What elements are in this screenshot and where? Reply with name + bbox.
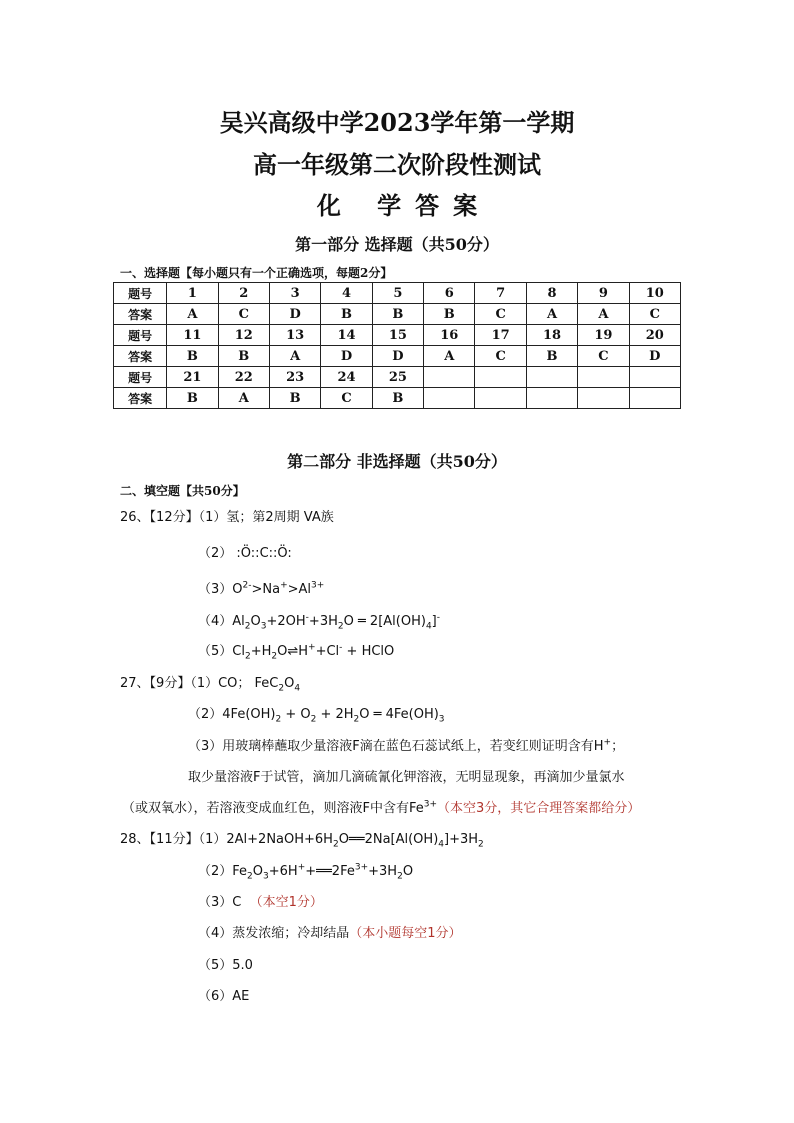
- table-cell: C: [475, 304, 526, 325]
- part1-heading: 第一部分 选择题（共50分）: [295, 235, 499, 254]
- q26-answer-2: （2） :Ö::C::Ö:: [198, 546, 292, 561]
- table-cell: 6: [424, 283, 475, 304]
- table-cell: B: [218, 346, 269, 367]
- table-cell: [578, 388, 629, 409]
- part2-section-label: 二、填空题【共50分】: [120, 484, 245, 498]
- table-row: [114, 304, 681, 325]
- subject-title: 化 学答案: [316, 191, 492, 220]
- table-cell: B: [321, 304, 372, 325]
- table-cell: [424, 367, 475, 388]
- table-cell: A: [167, 304, 218, 325]
- part2-heading: 第二部分 非选择题（共50分）: [287, 452, 507, 471]
- table-cell: 9: [578, 283, 629, 304]
- table-row: [114, 388, 681, 409]
- q28-answer-4: （4）蒸发浓缩；冷却结晶（本小题每空1分）: [198, 926, 462, 941]
- table-cell: 25: [372, 367, 423, 388]
- table-cell: [578, 367, 629, 388]
- table-cell: 12: [218, 325, 269, 346]
- table-cell: 8: [526, 283, 577, 304]
- answer-table: [113, 282, 681, 409]
- table-cell: C: [475, 346, 526, 367]
- table-cell: B: [167, 346, 218, 367]
- q27-scoring-note: （本空3分，其它合理答案都给分）: [437, 801, 641, 816]
- table-cell: D: [372, 346, 423, 367]
- q27-head: 27、【9分】: [120, 676, 191, 691]
- table-cell: 18: [526, 325, 577, 346]
- table-cell: [424, 388, 475, 409]
- table-row: [114, 283, 681, 304]
- q28-4-note: （本小题每空1分）: [349, 926, 462, 941]
- row-label: 题号: [114, 325, 167, 346]
- table-cell: 3: [269, 283, 320, 304]
- row-label: 题号: [114, 283, 167, 304]
- q27-answer-3-line1: （3）用玻璃棒蘸取少量溶液F滴在蓝色石蕊试纸上，若变红则证明含有H+；: [188, 737, 625, 754]
- table-row: [114, 367, 681, 388]
- table-cell: B: [167, 388, 218, 409]
- table-cell: D: [629, 346, 680, 367]
- q26-answer-4: $(4)Al_2O_3+2OH^-+3H_2O$ ═ $2[Al(OH)_4]^-$: [198, 612, 440, 632]
- table-cell: [629, 367, 680, 388]
- table-cell: 16: [424, 325, 475, 346]
- table-row: [114, 346, 681, 367]
- table-cell: 24: [321, 367, 372, 388]
- table-cell: 19: [578, 325, 629, 346]
- table-cell: B: [424, 304, 475, 325]
- table-cell: 10: [629, 283, 680, 304]
- table-cell: 7: [475, 283, 526, 304]
- table-cell: B: [526, 346, 577, 367]
- table-cell: D: [321, 346, 372, 367]
- exam-title: 高一年级第二次阶段性测试: [253, 150, 541, 179]
- table-cell: 23: [269, 367, 320, 388]
- school-title: 吴兴高级中学2023学年第一学期: [219, 108, 575, 137]
- table-cell: A: [269, 346, 320, 367]
- table-cell: A: [424, 346, 475, 367]
- row-label: 答案: [114, 388, 167, 409]
- table-cell: C: [578, 346, 629, 367]
- q28-head: 28、【11分】: [120, 832, 199, 847]
- q27-answer-3-line3: （或双氧水），若溶液变成血红色，则溶液F中含有$Fe^{3+}$（本空3分，其它合理答案都给分）: [122, 799, 641, 816]
- q27-answer-1: 27、【9分】（1）CO； $FeC_2O_4$: [120, 676, 301, 694]
- q27-answer-3-line2: 取少量溶液F于试管，滴加几滴硫氰化钾溶液，无明显现象，再滴加少量氯水: [188, 770, 625, 785]
- table-cell: 13: [269, 325, 320, 346]
- table-cell: C: [321, 388, 372, 409]
- table-cell: C: [629, 304, 680, 325]
- table-cell: 11: [167, 325, 218, 346]
- table-cell: B: [372, 304, 423, 325]
- table-cell: [475, 367, 526, 388]
- table-cell: [629, 388, 680, 409]
- table-cell: C: [218, 304, 269, 325]
- table-cell: [526, 367, 577, 388]
- table-cell: 17: [475, 325, 526, 346]
- table-cell: 14: [321, 325, 372, 346]
- table-cell: [475, 388, 526, 409]
- table-cell: A: [578, 304, 629, 325]
- q27-answer-2: $(2)4Fe(OH)_2 + O_2 + 2H_2O$ ═ $4Fe(OH)_3$: [188, 707, 445, 725]
- row-label: 题号: [114, 367, 167, 388]
- electron-formula: :Ö::C::Ö:: [236, 546, 292, 561]
- q28-3-note: （本空1分）: [249, 895, 323, 910]
- q28-answer-1: 28、【11分】$(1)2Al+2NaOH+6H_2O══2Na[Al(OH)_4]+3H_2$: [120, 832, 484, 850]
- table-cell: 20: [629, 325, 680, 346]
- table-cell: [526, 388, 577, 409]
- table-cell: 22: [218, 367, 269, 388]
- table-cell: 1: [167, 283, 218, 304]
- q26-answer-1: 26、【12分】（1）氢；第2周期 VA族: [120, 510, 334, 525]
- q26-head: 26、【12分】: [120, 510, 199, 525]
- q28-answer-3: （3）C （本空1分）: [198, 895, 323, 910]
- row-label: 答案: [114, 346, 167, 367]
- table-cell: 21: [167, 367, 218, 388]
- table-cell: D: [269, 304, 320, 325]
- table-cell: B: [269, 388, 320, 409]
- q26-answer-3: $(3)O^{2-}>Na^+>Al^{3+}$: [198, 580, 325, 597]
- q28-answer-6: （6）AE: [198, 989, 250, 1004]
- q28-answer-5: （5）5.0: [198, 958, 253, 973]
- table-cell: A: [218, 388, 269, 409]
- table-row: [114, 325, 681, 346]
- table-cell: 5: [372, 283, 423, 304]
- table-cell: B: [372, 388, 423, 409]
- q26-answer-5: $(5)Cl_2+H_2O\rightleftharpoons H^++Cl^-$ + HClO: [198, 642, 395, 662]
- table-cell: A: [526, 304, 577, 325]
- part1-section-label: 一、选择题【每小题只有一个正确选项，每题2分】: [120, 266, 393, 280]
- q28-answer-2: $(2)Fe_2O_3+6H^++══2Fe^{3+}+3H_2O$: [198, 862, 414, 882]
- table-cell: 15: [372, 325, 423, 346]
- table-cell: 4: [321, 283, 372, 304]
- row-label: 答案: [114, 304, 167, 325]
- table-cell: 2: [218, 283, 269, 304]
